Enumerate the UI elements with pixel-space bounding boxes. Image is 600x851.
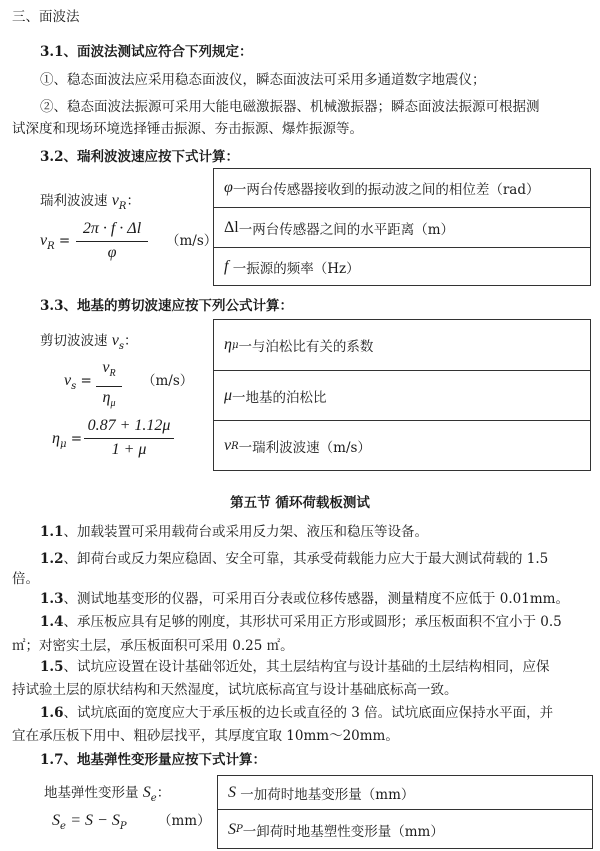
- item-2-cont: 试深度和现场环境选择锤击振源、夯击振源、爆炸振源等。: [12, 121, 363, 137]
- def-row: S P 一卸荷时地基塑性变形量（mm）: [228, 820, 444, 840]
- heading-3-3: 3.3、地基的剪切波速应按下列公式计算：: [40, 298, 293, 314]
- elastic-label: 地基弹性变形量 $S_e$：: [44, 784, 171, 804]
- rayleigh-unit: （m/s）: [166, 233, 218, 249]
- para-1-4-cont: ㎡；对密实土层，承压板面积可采用 0.25 ㎡。: [12, 638, 294, 654]
- def-row: f 一振源的频率（Hz）: [224, 258, 360, 277]
- para-1-6-cont: 宜在承压板下用中、粗砂层找平，其厚度宜取 10mm～20mm。: [12, 728, 399, 744]
- section-5-title: 第五节 循环荷载板测试: [230, 495, 370, 511]
- para-1-6: 1.6、试坑底面的宽度应大于承压板的边长或直径的 3 倍。试坑底面应保持水平面，并: [40, 705, 554, 721]
- para-1-5-cont: 持试验土层的原状结构和天然湿度，试坑底标高宜与设计基础底标高一致。: [12, 682, 458, 698]
- rayleigh-formula-lhs: $v_R$ =: [40, 232, 71, 252]
- shear-formula-lhs: $v_s$ =: [64, 372, 92, 392]
- shear-unit: （m/s）: [142, 373, 194, 389]
- para-1-4: 1.4、承压板应具有足够的刚度，其形状可采用正方形或圆形；承压板面积不宜小于 0.5: [40, 614, 562, 630]
- def-row: μ 一地基的泊松比: [214, 371, 590, 421]
- heading-3-2: 3.2、瑞利波波速应按下式计算：: [40, 149, 239, 165]
- def-row: S 一加荷时地基变形量（mm）: [218, 776, 592, 810]
- para-1-3: 1.3、测试地基变形的仪器，可采用百分表或位移传感器，测量精度不应低于 0.01mm。: [40, 591, 569, 607]
- para-1-2: 1.2、卸荷台或反力架应稳固、安全可靠，其承受荷载能力应大于最大测试荷载的 1.5: [40, 551, 549, 567]
- elastic-definitions-table: [217, 775, 593, 849]
- heading-1-7: 1.7、地基弹性变形量应按下式计算：: [40, 752, 266, 768]
- section-title: 三、面波法: [12, 9, 80, 25]
- para-1-5: 1.5、试坑应设置在设计基础邻近处，其土层结构宜与设计基础的土层结构相同，应保: [40, 659, 550, 675]
- elastic-formula: $S_e = S - S_P$: [52, 812, 127, 832]
- shear-definitions-table: [213, 319, 591, 471]
- heading-3-1: 3.1、面波法测试应符合下列规定：: [40, 44, 253, 60]
- shear-fraction: $\frac{v_R}{\eta_\mu}$: [96, 358, 122, 415]
- def-row: Δl 一两台传感器之间的水平距离（m）: [214, 208, 590, 248]
- shear-label: 剪切波波速 $v_s$：: [40, 332, 138, 352]
- eta-formula-lhs: $\eta_\mu$ =: [52, 430, 83, 450]
- para-1-1: 1.1、加载装置可采用载荷台或采用反力架、液压和稳压等设备。: [40, 524, 428, 540]
- def-row: v R 一瑞利波波速（m/s）: [224, 437, 371, 456]
- def-row: φ 一两台传感器接收到的振动波之间的相位差（rad）: [214, 169, 590, 208]
- para-1-2-cont: 倍。: [12, 571, 39, 587]
- item-2: ②、稳态面波法振源可采用大能电磁激振器、机械激振器；瞬态面波法振源可根据测: [40, 99, 540, 115]
- item-1: ①、稳态面波法应采用稳态面波仪，瞬态面波法可采用多通道数字地震仪；: [40, 72, 486, 88]
- rayleigh-definitions-table: [213, 168, 591, 286]
- rayleigh-label: 瑞利波波速 $v_R$：: [40, 192, 140, 212]
- eta-fraction: $\frac{0.87 + 1.12\mu}{1 + \mu}$: [84, 416, 174, 461]
- elastic-unit: （mm）: [158, 813, 211, 829]
- def-row: η μ 一与泊松比有关的系数: [214, 320, 590, 371]
- rayleigh-fraction: $\frac{2\pi \cdot f \cdot \Delta l}{\varphi}$: [76, 219, 148, 264]
